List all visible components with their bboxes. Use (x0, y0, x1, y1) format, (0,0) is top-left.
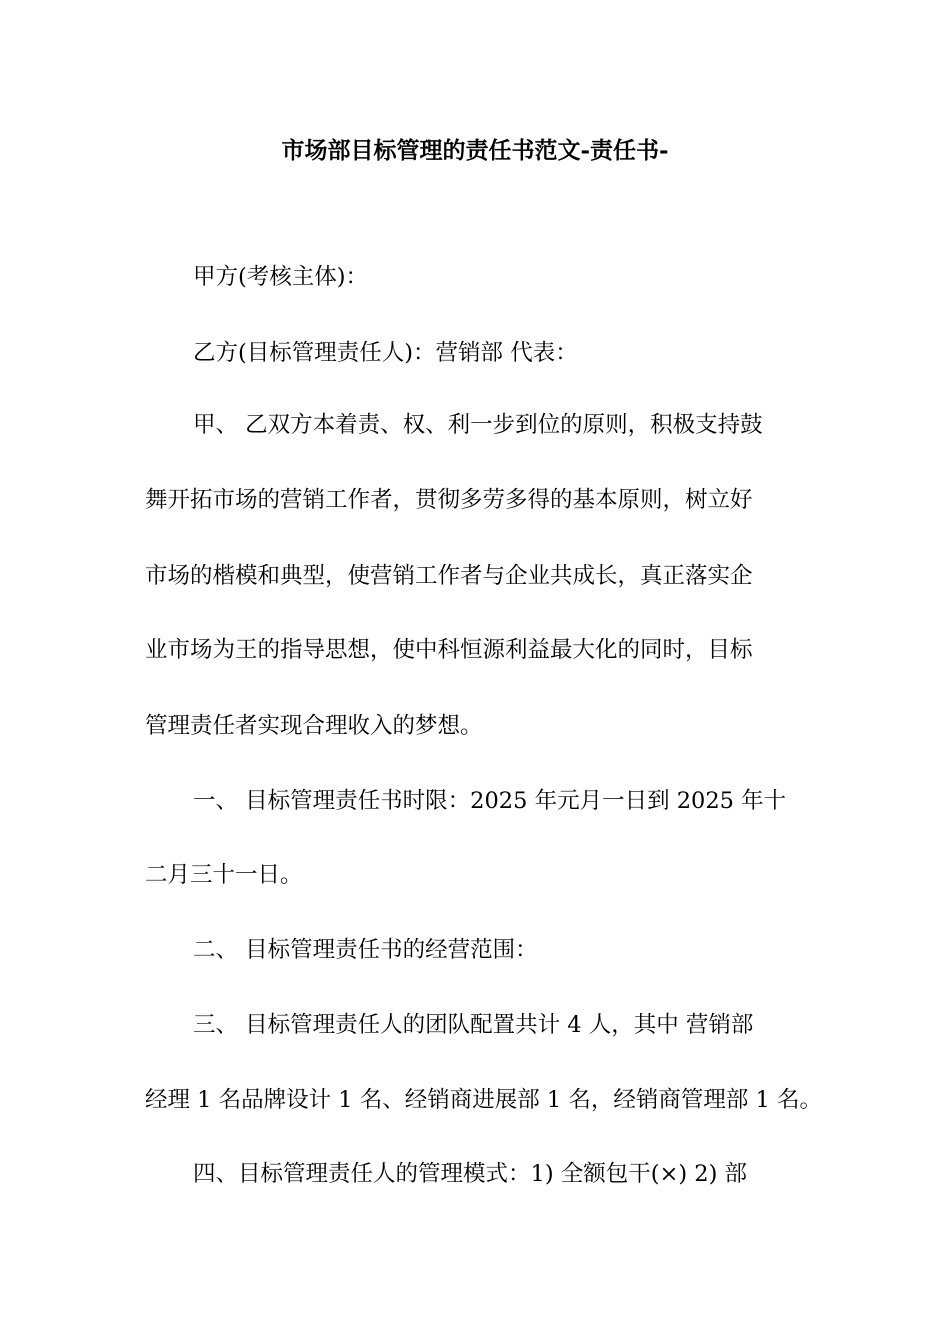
paragraph-line: 市场的楷模和典型，使营销工作者与企业共成长，真正落实企 (145, 563, 753, 589)
party-a-line: 甲方(考核主体)： (193, 264, 369, 290)
party-b-line: 乙方(目标管理责任人)：营销部 代表： (193, 340, 578, 366)
paragraph-line: 二月三十一日。 (145, 862, 303, 888)
document-title: 市场部目标管理的责任书范文-责任书- (281, 137, 669, 164)
paragraph-line: 业市场为王的指导思想，使中科恒源利益最大化的同时，目标 (145, 637, 753, 663)
section-one-line: 一、 目标管理责任书时限：2025 年元月一日到 2025 年十 (193, 788, 787, 814)
paragraph-line: 经理 1 名品牌设计 1 名、经销商进展部 1 名，经销商管理部 1 名。 (145, 1087, 822, 1113)
paragraph-line: 舞开拓市场的营销工作者，贯彻多劳多得的基本原则，树立好 (145, 487, 753, 513)
section-three-line: 三、 目标管理责任人的团队配置共计 4 人，其中 营销部 (193, 1012, 754, 1038)
paragraph-line: 甲、 乙双方本着责、权、利一步到位的原则，积极支持鼓 (193, 412, 763, 438)
section-two-line: 二、 目标管理责任书的经营范围： (193, 937, 538, 963)
section-four-line: 四、目标管理责任人的管理模式：1) 全额包干(×) 2) 部 (193, 1161, 748, 1187)
paragraph-line: 管理责任者实现合理收入的梦想。 (145, 713, 483, 739)
